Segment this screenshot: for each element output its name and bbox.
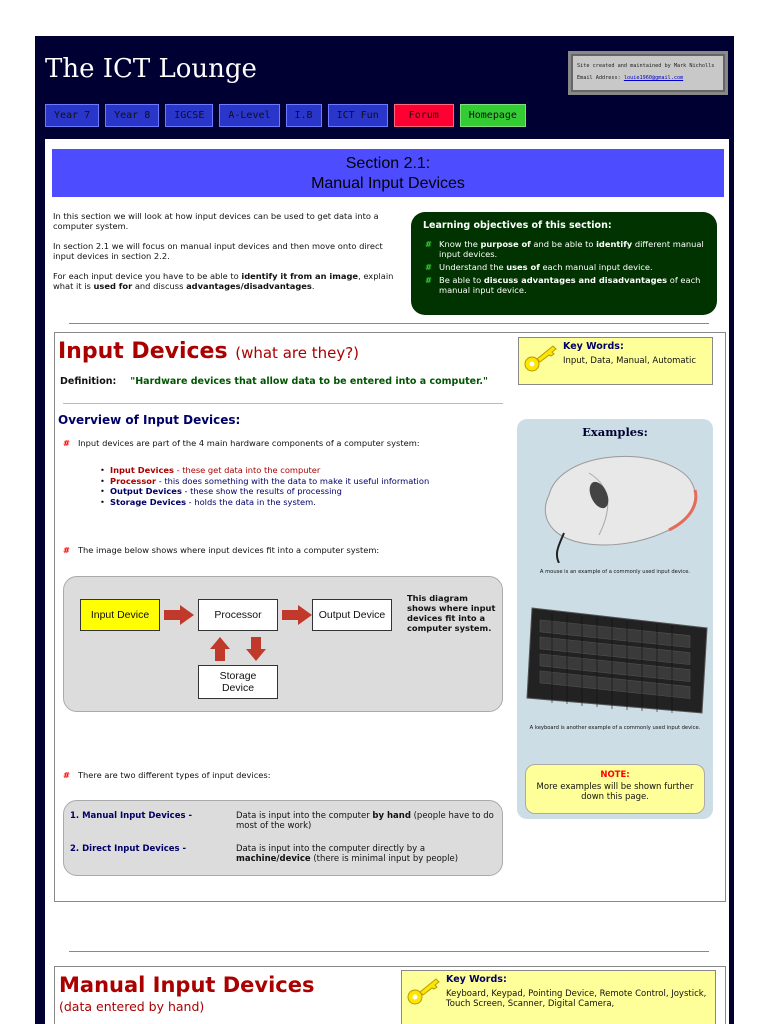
intro-paragraph-1: In this section we will look at how input devices can be used to get data into a computer system. xyxy=(53,211,379,231)
arrow-right-icon xyxy=(164,605,194,625)
objective-item: # Know the purpose of and be able to identify different manual input devices. xyxy=(423,239,705,259)
credit-box xyxy=(568,51,728,95)
section-banner xyxy=(52,149,724,197)
credit-text: Site created and maintained by Mark Nicholls xyxy=(577,63,715,69)
key-words-box xyxy=(518,337,713,385)
nav-ict-fun[interactable]: ICT Fun xyxy=(328,104,388,127)
divider xyxy=(69,951,709,952)
nav-homepage[interactable]: Homepage xyxy=(460,104,526,127)
diagram-input-device: Input Device xyxy=(80,599,160,631)
key-icon xyxy=(523,344,559,374)
nav-year8[interactable]: Year 8 xyxy=(105,104,159,127)
intro-text xyxy=(53,211,398,301)
nav-forum[interactable]: Forum xyxy=(394,104,454,127)
type-name: 1. Manual Input Devices - xyxy=(70,811,193,821)
credit-label: Email Address: xyxy=(577,75,621,81)
key-icon xyxy=(406,977,442,1007)
diagram-processor: Processor xyxy=(198,599,278,631)
bullet-types-intro: # There are two different types of input devices: xyxy=(63,770,271,780)
nav-ib[interactable]: I.B xyxy=(286,104,322,127)
list-item: • Storage Devices - holds the data in the system. xyxy=(100,497,429,508)
mouse-caption: A mouse is an example of a commonly used input device. xyxy=(539,569,691,575)
main-nav xyxy=(45,104,526,127)
key-words-title: Key Words: xyxy=(446,974,507,985)
keyboard-caption: A keyboard is another example of a commonly used input device. xyxy=(529,725,701,731)
list-item: • Processor - this does something with the data to make it useful information xyxy=(100,476,429,487)
diagram-output-device: Output Device xyxy=(312,599,392,631)
input-devices-panel xyxy=(54,332,726,902)
list-item: • Output Devices - these show the results of processing xyxy=(100,486,429,497)
arrow-right-icon xyxy=(282,605,312,625)
section-title: Manual Input Devices xyxy=(311,175,465,192)
page-frame xyxy=(35,36,734,1024)
type-description: Data is input into the computer directly by a machine/device (there is minimal input by people) xyxy=(236,844,459,864)
key-words-list: Input, Data, Manual, Automatic xyxy=(563,356,696,366)
type-name: 2. Direct Input Devices - xyxy=(70,844,187,854)
arrow-down-icon xyxy=(246,637,266,661)
overview-heading: Overview of Input Devices: xyxy=(58,413,241,427)
bullet-components: # Input devices are part of the 4 main hardware components of a computer system: xyxy=(63,438,420,448)
nav-igcse[interactable]: IGCSE xyxy=(165,104,213,127)
mouse-image xyxy=(529,445,704,563)
objectives-heading: Learning objectives of this section: xyxy=(423,220,612,231)
examples-title: Examples: xyxy=(582,425,648,439)
examples-panel xyxy=(517,419,713,819)
nav-year7[interactable]: Year 7 xyxy=(45,104,99,127)
divider xyxy=(63,403,503,404)
manual-input-panel xyxy=(54,966,726,1024)
section-number: Section 2.1: xyxy=(345,155,431,172)
keyboard-image xyxy=(522,603,712,718)
objective-item: # Understand the uses of each manual input device. xyxy=(423,262,705,272)
nav-alevel[interactable]: A-Level xyxy=(219,104,279,127)
note-title: NOTE: xyxy=(600,770,630,780)
intro-paragraph-3: For each input device you have to be able to identify it from an image, explain what it is used for and discuss advantages/disadvantages. xyxy=(53,271,394,291)
content-area xyxy=(45,139,729,1024)
arrow-up-icon xyxy=(210,637,230,661)
note-box xyxy=(525,764,705,814)
type-description: Data is input into the computer by hand (people have to do most of the work) xyxy=(236,811,494,831)
key-words-box xyxy=(401,970,716,1024)
key-words-title: Key Words: xyxy=(563,341,624,352)
bullet-diagram-intro: # The image below shows where input devices fit into a computer system: xyxy=(63,545,380,555)
diagram-storage-device: Storage Device xyxy=(198,665,278,699)
manual-input-heading: Manual Input Devices xyxy=(59,973,315,997)
site-title: The ICT Lounge xyxy=(45,54,257,84)
system-diagram xyxy=(63,576,503,712)
intro-paragraph-2: In section 2.1 we will focus on manual input devices and then move onto direct input devices in section 2.2. xyxy=(53,241,383,261)
diagram-note: This diagram shows where input devices fit into a computer system. xyxy=(407,593,496,633)
list-item: • Input Devices - these get data into the computer xyxy=(100,465,429,476)
objective-item: # Be able to discuss advantages and disadvantages of each manual input device. xyxy=(423,275,705,295)
component-list xyxy=(100,465,429,507)
manual-input-subheading: (data entered by hand) xyxy=(59,999,205,1014)
note-text: More examples will be shown further down this page. xyxy=(536,782,694,802)
definition: Definition: "Hardware devices that allow data to be entered into a computer." xyxy=(60,376,488,387)
key-words-list: Keyboard, Keypad, Pointing Device, Remote Control, Joystick, Touch Screen, Scanner, Digital Camera, xyxy=(446,989,707,1009)
device-types-table xyxy=(63,800,503,876)
learning-objectives xyxy=(411,212,717,315)
divider xyxy=(69,323,709,324)
input-devices-heading: Input Devices (what are they?) xyxy=(58,339,360,364)
credit-email-link[interactable]: louie1960@gmail.com xyxy=(623,75,684,81)
